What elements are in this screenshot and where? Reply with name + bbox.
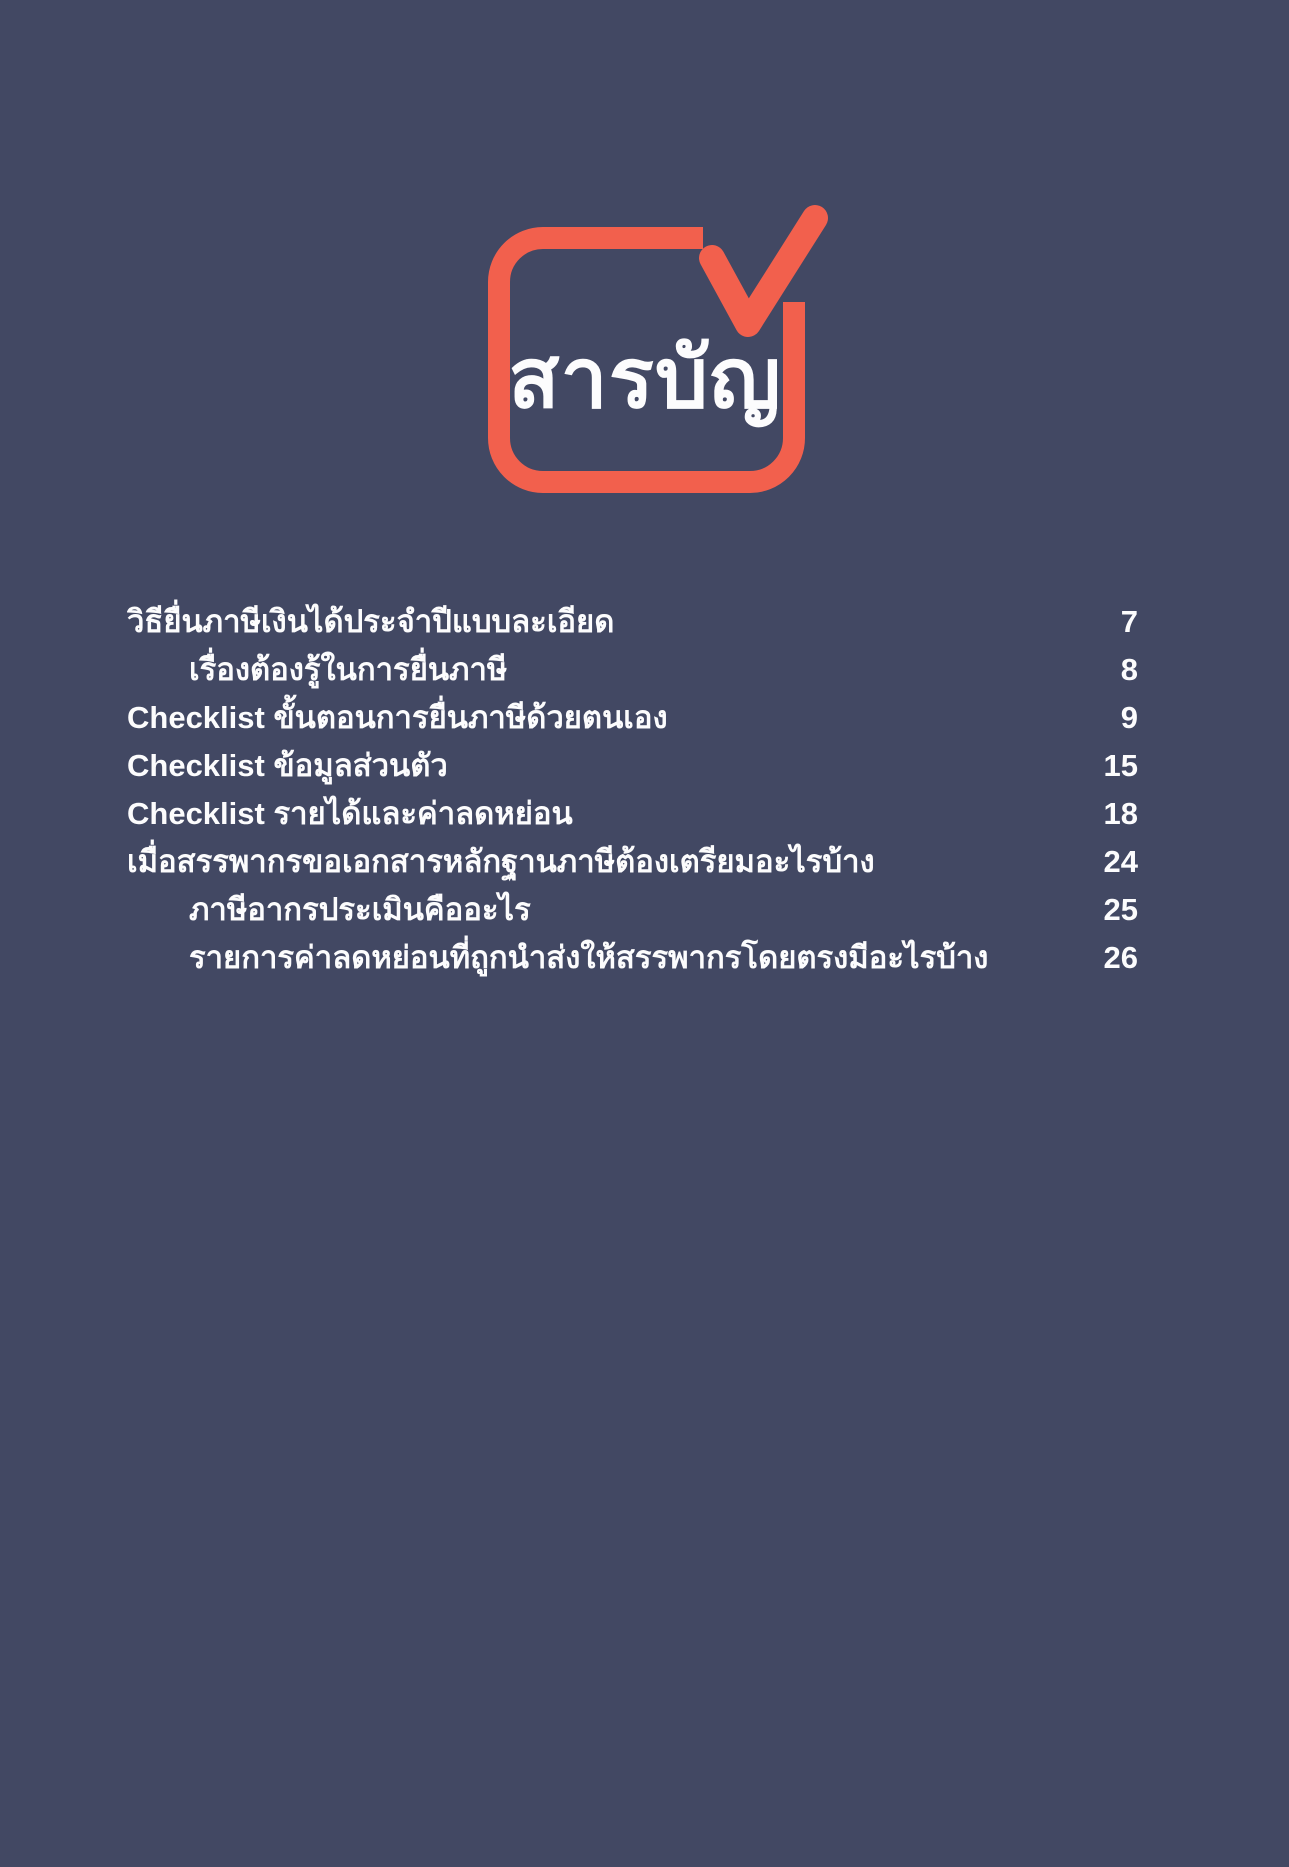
page-title: สารบัญ [508, 331, 782, 425]
toc-entry [127, 790, 1138, 838]
toc-entry-page-number: 7 [1120, 604, 1138, 639]
toc-entry [127, 886, 1138, 934]
table-of-contents [127, 598, 1138, 982]
toc-entry-label: เรื่องต้องรู้ในการยื่นภาษี [189, 652, 508, 687]
toc-entry-page-number: 25 [1103, 892, 1138, 927]
toc-entry-page-number: 18 [1103, 796, 1138, 831]
toc-entry-label: เมื่อสรรพากรขอเอกสารหลักฐานภาษีต้องเตรียมอะไรบ้าง [127, 844, 875, 879]
toc-entry-label: ภาษีอากรประเมินคืออะไร [189, 892, 531, 927]
toc-entry [127, 694, 1138, 742]
toc-entry-label: Checklist ขั้นตอนการยื่นภาษีด้วยตนเอง [127, 700, 668, 735]
toc-entry-page-number: 26 [1103, 940, 1138, 975]
toc-entry-page-number: 8 [1120, 652, 1138, 687]
toc-entry [127, 646, 1138, 694]
toc-entry-label: Checklist รายได้และค่าลดหย่อน [127, 796, 573, 831]
toc-entry [127, 838, 1138, 886]
toc-entry-label: Checklist ข้อมูลส่วนตัว [127, 748, 448, 783]
toc-entry-page-number: 15 [1103, 748, 1138, 783]
toc-entry [127, 598, 1138, 646]
toc-entry-label: วิธียื่นภาษีเงินได้ประจำปีแบบละเอียด [127, 604, 615, 639]
toc-entry [127, 934, 1138, 982]
toc-entry [127, 742, 1138, 790]
toc-entry-page-number: 9 [1120, 700, 1138, 735]
toc-entry-label: รายการค่าลดหย่อนที่ถูกนำส่งให้สรรพากรโดยตรงมีอะไรบ้าง [189, 940, 989, 975]
toc-entry-page-number: 24 [1103, 844, 1138, 879]
